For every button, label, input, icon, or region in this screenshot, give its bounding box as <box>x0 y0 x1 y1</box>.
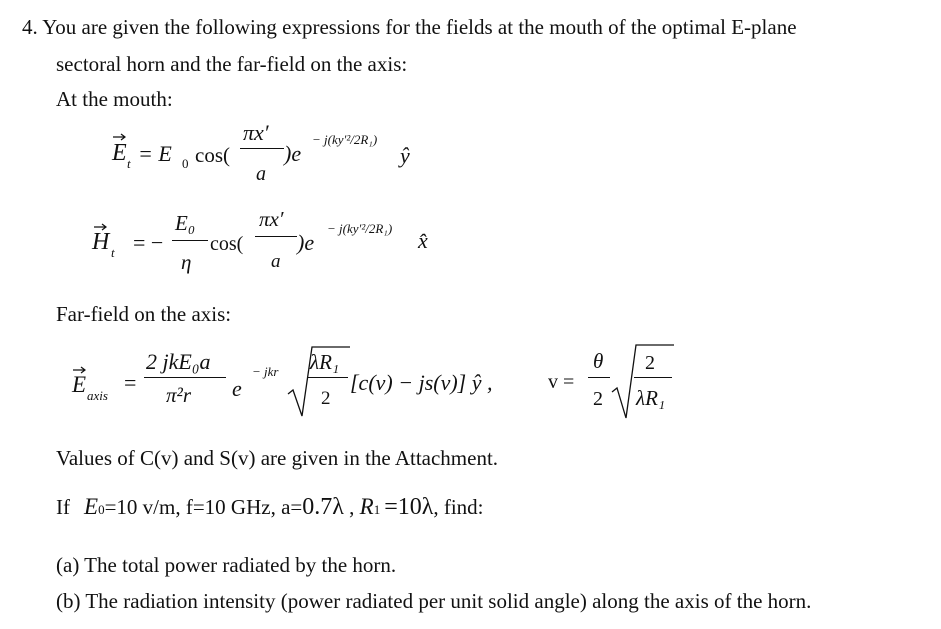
e-field-unit-vector: ŷ <box>400 143 410 168</box>
h-field-exponent: − j(ky′²/2R₁) <box>327 221 393 236</box>
e-field-lhs-sub: t <box>127 156 131 171</box>
e-field-e0-sub: 0 <box>182 156 189 171</box>
h-field-numerator-2: πx′ <box>259 207 284 231</box>
h-field-fraction-bar-2 <box>255 236 297 237</box>
part-b: (b) The radiation intensity (power radiated per unit solid angle) along the axis of the horn. <box>56 589 812 613</box>
h-field-close: )e <box>297 230 315 255</box>
e-field-fraction-bar <box>240 148 284 149</box>
at-mouth-label: At the mouth: <box>56 87 173 111</box>
far-field-sqrt-denominator: 2 <box>321 388 331 409</box>
e-field-lhs: E <box>112 140 127 166</box>
problem-line-2: sectoral horn and the far-field on the axis: <box>56 52 408 76</box>
v-sqrt-numerator: 2 <box>645 352 655 374</box>
far-field-denominator: π²r <box>166 383 191 407</box>
far-field-lhs: E <box>72 372 87 397</box>
given-values-line <box>56 494 484 521</box>
given-a-value: 0.7λ <box>302 494 344 520</box>
far-field-sqrt-numerator: λR₁ <box>310 350 340 374</box>
given-values: =10 v/m, f=10 GHz, a= <box>104 495 303 519</box>
far-field-exponent: − jkr <box>252 364 279 379</box>
given-comma: , <box>343 495 360 519</box>
far-field-fraction-bar <box>144 377 226 378</box>
h-field-lhs-sub: t <box>111 245 115 260</box>
h-field-equals: = − <box>133 230 164 255</box>
v-sqrt-denominator: λR₁ <box>636 386 666 410</box>
v-two: 2 <box>593 388 603 410</box>
e-field-exponent: − j(ky′²/2R₁) <box>312 132 378 147</box>
far-field-sqrt-bar <box>308 377 348 378</box>
far-field-bracket-term: [c(v) − js(v)] ŷ , <box>350 370 493 395</box>
v-theta: θ <box>593 349 604 373</box>
given-r1: R1 <box>359 494 381 519</box>
if-prefix: If <box>56 495 70 519</box>
e-field-denominator: a <box>256 163 266 185</box>
far-field-numerator: 2 jkE₀a <box>146 349 211 374</box>
h-field-numerator: E₀ <box>175 211 196 235</box>
e-field-equals: = E <box>138 141 172 166</box>
e-field-numerator: πx′ <box>243 120 269 145</box>
far-field-e: e <box>232 376 242 401</box>
problem-line-1: 4. You are given the following expressions for the fields at the mouth of the optimal E-plane <box>22 15 797 39</box>
given-r1-value: =10λ <box>384 494 434 520</box>
far-field-label: Far-field on the axis: <box>56 302 232 326</box>
e-field-close: )e <box>284 141 302 166</box>
h-field-denominator: η <box>181 250 192 274</box>
given-find: , find: <box>433 495 484 519</box>
h-field-cos: cos( <box>210 233 244 255</box>
v-fraction-bar <box>588 377 610 378</box>
part-a: (a) The total power radiated by the horn. <box>56 553 397 577</box>
far-field-lhs-sub: axis <box>87 388 108 403</box>
e-field-cos: cos( <box>195 143 230 167</box>
h-field-lhs: H <box>92 229 110 255</box>
v-equals: v = <box>548 371 575 393</box>
v-sqrt-bar <box>634 377 672 378</box>
far-field-equals: = <box>124 370 137 395</box>
h-field-denominator-2: a <box>271 251 281 272</box>
h-field-unit-vector: x̂ <box>418 228 428 253</box>
values-note: Values of C(v) and S(v) are given in the Attachment. <box>56 446 499 470</box>
given-e0: E0 <box>84 494 105 519</box>
h-field-fraction-bar <box>172 240 208 241</box>
